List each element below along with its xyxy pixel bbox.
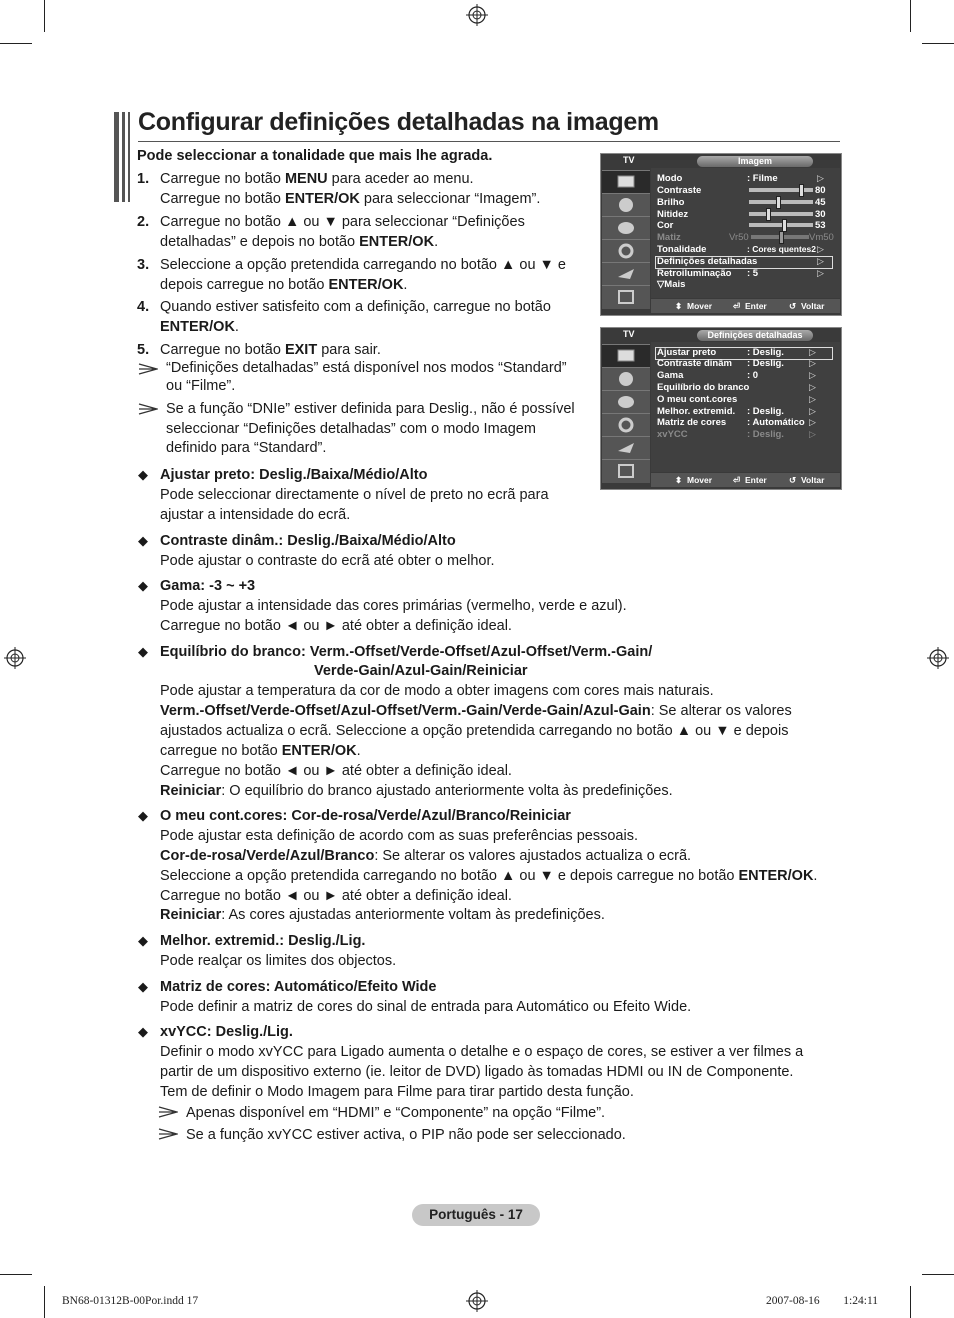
section-text: Definir o modo xvYCC para Ligado aumenta o detalhe e o espaço de cores, se estiver a ver filmes a — [160, 1044, 804, 1060]
tv-source-label: TV — [623, 329, 635, 339]
step-text: Carregue no botão MENU para aceder ao menu. — [160, 171, 474, 187]
section-text: Carregue no botão ◄ ou ► até obter a definição ideal. — [160, 888, 512, 904]
menu-item-label[interactable]: Modo — [657, 173, 683, 184]
menu-item-value: : Deslig. — [747, 429, 784, 440]
menu-item-value: : Deslig. — [747, 347, 784, 358]
section-heading: Ajustar preto: Deslig./Baixa/Médio/Alto — [160, 467, 428, 483]
note-icon — [138, 363, 158, 375]
slider-knob — [779, 231, 784, 244]
note-text: Se a função “DNIe” estiver definida para Deslig., não é possível — [166, 401, 575, 417]
tv-menu-imagem — [600, 153, 842, 316]
section-heading: Gama: -3 ~ +3 — [160, 578, 256, 594]
menu-item-label[interactable]: Matriz de cores — [657, 417, 727, 428]
move-icon: ⬍ — [675, 475, 683, 485]
note-icon — [158, 1106, 178, 1118]
channel-menu-icon[interactable] — [602, 390, 650, 413]
section-heading: Equilíbrio do branco: Verm.-Offset/Verde-Offset/Azul-Offset/Verm.-Gain/ — [160, 644, 653, 660]
page-title: Configurar definições detalhadas na imagem — [138, 108, 659, 136]
step-text: Seleccione a opção pretendida carregando no botão ▲ ou ▼ e — [160, 257, 566, 273]
picture-menu-icon[interactable] — [602, 170, 650, 193]
move-icon: ⬍ — [675, 301, 683, 311]
arrow-right-icon: ▷ — [809, 347, 816, 357]
slider-knob[interactable] — [766, 208, 771, 221]
arrow-right-icon: ▷ — [809, 382, 816, 392]
note-text: Apenas disponível em “HDMI” e “Componente” na opção “Filme”. — [186, 1105, 606, 1121]
title-accent-bar — [128, 112, 130, 202]
diamond-bullet-icon: ◆ — [138, 979, 148, 994]
section-text: ajustados actualiza o ecrã. Seleccione a opção pretendida carregando no botão ▲ ou ▼ e depois — [160, 723, 789, 739]
section-text: Pode ajustar a intensidade das cores primárias (vermelho, verde e azul). — [160, 598, 627, 614]
menu-item-label[interactable]: Cor — [657, 220, 674, 231]
page-number-badge: Português - 17 — [412, 1204, 540, 1226]
arrow-right-icon: ▷ — [817, 256, 824, 266]
step-text: Quando estiver satisfeito com a definição, carregue no botão — [160, 299, 551, 315]
section-heading: Contraste dinâm.: Deslig./Baixa/Médio/Alto — [160, 533, 456, 549]
crop-mark — [44, 1286, 45, 1318]
setup-menu-icon[interactable] — [602, 239, 650, 262]
section-text: Pode seleccionar directamente o nível de preto no ecrã para — [160, 487, 549, 503]
crop-mark — [910, 0, 911, 32]
tv-menu-tab: Definições detalhadas — [697, 330, 813, 341]
note-text: seleccionar “Definições detalhadas” com o modo Imagem — [166, 421, 536, 437]
arrow-right-icon: ▷ — [809, 370, 816, 380]
arrow-right-icon: ▷ — [809, 406, 816, 416]
step-text: detalhadas” e depois no botão ENTER/OK. — [160, 234, 439, 250]
menu-item-label[interactable]: Retroiluminação — [657, 268, 732, 279]
menu-item-value: : Cores quentes2 — [747, 244, 816, 254]
slider-knob[interactable] — [799, 184, 804, 197]
note-text: ou “Filme”. — [166, 378, 236, 394]
picture-menu-icon[interactable] — [602, 344, 650, 367]
step-number: 1. — [137, 171, 150, 187]
application-menu-icon[interactable] — [602, 285, 650, 309]
menu-item-label[interactable]: Ajustar preto — [657, 347, 717, 358]
enter-label: Enter — [745, 475, 767, 485]
title-rule — [138, 141, 840, 142]
note-text: definido para “Standard”. — [166, 440, 327, 456]
section-text: Pode realçar os limites dos objectos. — [160, 953, 397, 969]
section-text: Cor-de-rosa/Verde/Azul/Branco: Se alterar os valores ajustados actualiza o ecrã. — [160, 848, 692, 864]
tv-menu-tab: Imagem — [697, 156, 813, 167]
section-text: Seleccione a opção pretendida carregando no botão ▲ ou ▼ e depois carregue no botão ENTER/OK. — [160, 868, 818, 884]
menu-item-label[interactable]: Gama — [657, 370, 684, 381]
step-text: Carregue no botão ENTER/OK para seleccionar “Imagem”. — [160, 191, 541, 207]
registration-mark-icon — [466, 1290, 488, 1312]
return-icon: ↺ — [789, 301, 797, 311]
diamond-bullet-icon: ◆ — [138, 933, 148, 948]
crop-mark — [910, 1286, 911, 1318]
section-text: Pode ajustar esta definição de acordo com as suas preferências pessoais. — [160, 828, 638, 844]
slider-track[interactable] — [749, 223, 813, 227]
note-text: “Definições detalhadas” está disponível nos modos “Standard” — [166, 360, 567, 376]
step-text: Carregue no botão ▲ ou ▼ para seleccionar “Definições — [160, 214, 525, 230]
section-text: ajustar a intensidade do ecrã. — [160, 507, 351, 523]
menu-item-label[interactable]: Melhor. extremid. — [657, 406, 736, 417]
crop-mark — [922, 43, 954, 44]
channel-menu-icon[interactable] — [602, 216, 650, 239]
note-text: Se a função xvYCC estiver activa, o PIP não pode ser seleccionado. — [186, 1127, 626, 1143]
tv-menu-footer — [651, 473, 840, 487]
step-text: Carregue no botão EXIT para sair. — [160, 342, 381, 358]
arrow-right-icon: ▷ — [817, 268, 824, 278]
menu-item-number: 80 — [815, 185, 826, 196]
section-heading: Verde-Gain/Azul-Gain/Reiniciar — [314, 663, 528, 679]
note-icon — [138, 403, 158, 415]
diamond-bullet-icon: ◆ — [138, 644, 148, 659]
diamond-bullet-icon: ◆ — [138, 808, 148, 823]
menu-item-value: : Deslig. — [747, 358, 784, 369]
enter-icon: ⏎ — [733, 475, 741, 485]
section-text: Reiniciar: O equilíbrio do branco ajustado anteriormente volta às predefinições. — [160, 783, 673, 799]
section-heading: Melhor. extremid.: Deslig./Lig. — [160, 933, 366, 949]
section-text: Carregue no botão ◄ ou ► até obter a definição ideal. — [160, 763, 512, 779]
menu-item-label: xvYCC — [657, 429, 688, 440]
arrow-right-icon: ▷ — [817, 244, 824, 254]
menu-item-label[interactable]: Definições detalhadas — [657, 256, 758, 267]
return-icon: ↺ — [789, 475, 797, 485]
menu-item-label[interactable]: Nitidez — [657, 209, 689, 220]
section-text: Verm.-Offset/Verde-Offset/Azul-Offset/Verm.-Gain/Verde-Gain/Azul-Gain: Se alterar os valores — [160, 703, 792, 719]
step-number: 3. — [137, 257, 150, 273]
tint-left-label: Vr50 — [729, 232, 749, 243]
input-menu-icon[interactable] — [602, 262, 650, 285]
menu-item-label[interactable]: Tonalidade — [657, 244, 707, 255]
crop-mark — [44, 0, 45, 32]
slider-track[interactable] — [749, 188, 813, 192]
step-text: depois carregue no botão ENTER/OK. — [160, 277, 408, 293]
title-accent-bar — [114, 112, 119, 202]
menu-item-label[interactable]: O meu cont.cores — [657, 394, 738, 405]
section-heading: Matriz de cores: Automático/Efeito Wide — [160, 979, 437, 995]
tv-menu-header — [601, 154, 841, 168]
section-text: Pode definir a matriz de cores do sinal de entrada para Automático ou Efeito Wide. — [160, 999, 692, 1015]
section-text: Tem de definir o Modo Imagem para Filme para tirar partido desta função. — [160, 1084, 634, 1100]
diamond-bullet-icon: ◆ — [138, 1024, 148, 1039]
section-heading: O meu cont.cores: Cor-de-rosa/Verde/Azul/Branco/Reiniciar — [160, 808, 571, 824]
slider-knob[interactable] — [776, 196, 781, 209]
menu-item-label[interactable]: Contraste — [657, 185, 702, 196]
arrow-right-icon: ▷ — [817, 173, 824, 183]
section-text: Reiniciar: As cores ajustadas anteriormente voltam às predefinições. — [160, 907, 605, 923]
intro-text: Pode seleccionar a tonalidade que mais lhe agrada. — [137, 148, 493, 164]
menu-item-number: 45 — [815, 197, 826, 208]
diamond-bullet-icon: ◆ — [138, 533, 148, 548]
note-icon — [158, 1128, 178, 1140]
diamond-bullet-icon: ◆ — [138, 467, 148, 482]
tv-menu-body — [651, 168, 840, 298]
more-label[interactable]: ▽Mais — [657, 279, 686, 290]
section-heading: xvYCC: Deslig./Lig. — [160, 1024, 293, 1040]
enter-label: Enter — [745, 301, 767, 311]
step-number: 4. — [137, 299, 150, 315]
menu-item-number: 53 — [815, 220, 826, 231]
registration-mark-icon — [927, 647, 949, 669]
section-text: carregue no botão ENTER/OK. — [160, 743, 361, 759]
slider-track[interactable] — [749, 212, 813, 216]
tv-menu-footer — [651, 299, 840, 313]
menu-item-label: Matiz — [657, 232, 681, 243]
tv-menu-detailed — [600, 327, 842, 490]
move-label: Mover — [687, 301, 713, 311]
arrow-right-icon: ▷ — [809, 417, 816, 427]
registration-mark-icon — [466, 4, 488, 26]
arrow-right-icon: ▷ — [809, 429, 816, 439]
crop-mark — [922, 1274, 954, 1275]
section-text: Pode ajustar o contraste do ecrã até obter o melhor. — [160, 553, 495, 569]
enter-icon: ⏎ — [733, 301, 741, 311]
tv-source-label: TV — [623, 155, 635, 165]
input-menu-icon[interactable] — [602, 436, 650, 459]
menu-item-value: : Filme — [747, 173, 778, 184]
file-name: BN68-01312B-00Por.indd 17 — [62, 1295, 199, 1307]
slider-track — [751, 235, 809, 239]
menu-item-label[interactable]: Contraste dinâm — [657, 358, 732, 369]
back-label: Voltar — [801, 301, 825, 311]
sound-menu-icon[interactable] — [602, 193, 650, 216]
section-text: Carregue no botão ◄ ou ► até obter a definição ideal. — [160, 618, 512, 634]
menu-item-value: : Deslig. — [747, 406, 784, 417]
setup-menu-icon[interactable] — [602, 413, 650, 436]
menu-item-value: : 5 — [747, 268, 759, 279]
section-text: Pode ajustar a temperatura da cor de modo a obter imagens com cores mais naturais. — [160, 683, 714, 699]
move-label: Mover — [687, 475, 713, 485]
sound-menu-icon[interactable] — [602, 367, 650, 390]
step-text: ENTER/OK. — [160, 319, 239, 335]
menu-item-label[interactable]: Equilíbrio do branco — [657, 382, 750, 393]
diamond-bullet-icon: ◆ — [138, 578, 148, 593]
step-number: 5. — [137, 342, 150, 358]
tv-menu-body — [651, 342, 840, 472]
application-menu-icon[interactable] — [602, 459, 650, 483]
registration-mark-icon — [4, 647, 26, 669]
section-text: partir de um dispositivo externo (ie. leitor de DVD) ligado às tomadas HDMI ou IN de Componente. — [160, 1064, 794, 1080]
slider-track[interactable] — [749, 200, 813, 204]
crop-mark — [0, 1274, 32, 1275]
arrow-right-icon: ▷ — [809, 358, 816, 368]
tint-right-label: Vm50 — [809, 232, 834, 243]
tv-menu-header — [601, 328, 841, 342]
step-number: 2. — [137, 214, 150, 230]
menu-item-label[interactable]: Brilho — [657, 197, 685, 208]
crop-mark — [0, 43, 32, 44]
print-date: 2007-08-16 ￿￿ 1:24:11 — [766, 1295, 879, 1307]
back-label: Voltar — [801, 475, 825, 485]
menu-item-value: : Automático — [747, 417, 805, 428]
title-accent-bar — [122, 112, 125, 202]
arrow-right-icon: ▷ — [809, 394, 816, 404]
menu-item-number: 30 — [815, 209, 826, 220]
menu-item-value: : 0 — [747, 370, 759, 381]
